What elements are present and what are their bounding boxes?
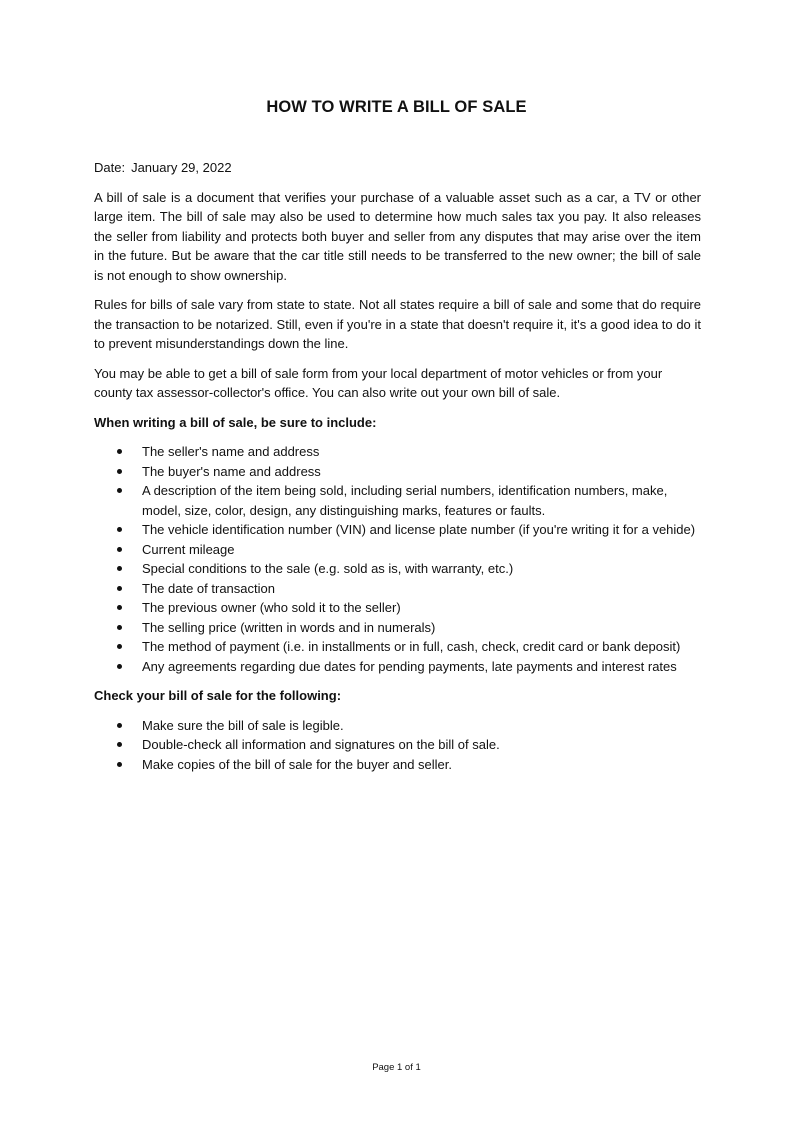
page-number-footer: Page 1 of 1 — [372, 1062, 421, 1073]
list-item: A description of the item being sold, including serial numbers, identification numbers, make, model, size, color, design, any distinguishing marks, features or faults. — [142, 481, 701, 520]
list-item: Make copies of the bill of sale for the buyer and seller. — [142, 755, 701, 775]
form-source-paragraph: You may be able to get a bill of sale form from your local department of motor vehicles or from your county tax assessor-collector's office. You can also write out your own bill of sale. — [94, 365, 663, 400]
date-line — [94, 158, 701, 178]
list-item: The vehicle identification number (VIN) and license plate number (if you're writing it for a vehide) — [142, 520, 701, 540]
intro-paragraph: A bill of sale is a document that verifies your purchase of a valuable asset such as a car, a TV or other large item. The bill of sale may also be used to determine how much sales tax you pay. It also releases the seller from liability and protects both buyer and seller from any disputes that may arise over the item in the future. But be aware that the car title still needs to be transferred to the new owner; the bill of sale is not enough to show ownership. — [94, 189, 701, 283]
list-item: The date of transaction — [142, 579, 701, 599]
list-item: The selling price (written in words and in numerals) — [142, 618, 701, 638]
list-item: Any agreements regarding due dates for pending payments, late payments and interest rates — [142, 657, 701, 677]
include-heading: When writing a bill of sale, be sure to include: — [94, 414, 377, 430]
include-list — [94, 442, 701, 676]
page-title: HOW TO WRITE A BILL OF SALE — [266, 98, 527, 116]
check-list — [94, 716, 701, 775]
list-item: The method of payment (i.e. in installments or in full, cash, check, credit card or bank deposit) — [142, 637, 701, 657]
rules-paragraph: Rules for bills of sale vary from state to state. Not all states require a bill of sale and some that do require the transaction to be notarized. Still, even if you're in a state that doesn't require it, it's a good idea to do it to prevent misunderstandings down the line. — [94, 297, 701, 351]
list-item: Make sure the bill of sale is legible. — [142, 716, 701, 736]
list-item: Current mileage — [142, 540, 701, 560]
list-item: Special conditions to the sale (e.g. sold as is, with warranty, etc.) — [142, 559, 701, 579]
check-heading: Check your bill of sale for the following: — [94, 688, 342, 703]
list-item: Double-check all information and signatures on the bill of sale. — [142, 735, 701, 755]
list-item: The previous owner (who sold it to the seller) — [142, 598, 701, 618]
list-item: The seller's name and address — [142, 442, 701, 462]
list-item: The buyer's name and address — [142, 462, 701, 482]
date-value: January 29, 2022 — [131, 160, 232, 175]
document-body — [94, 158, 701, 784]
date-label: Date: — [94, 160, 126, 175]
